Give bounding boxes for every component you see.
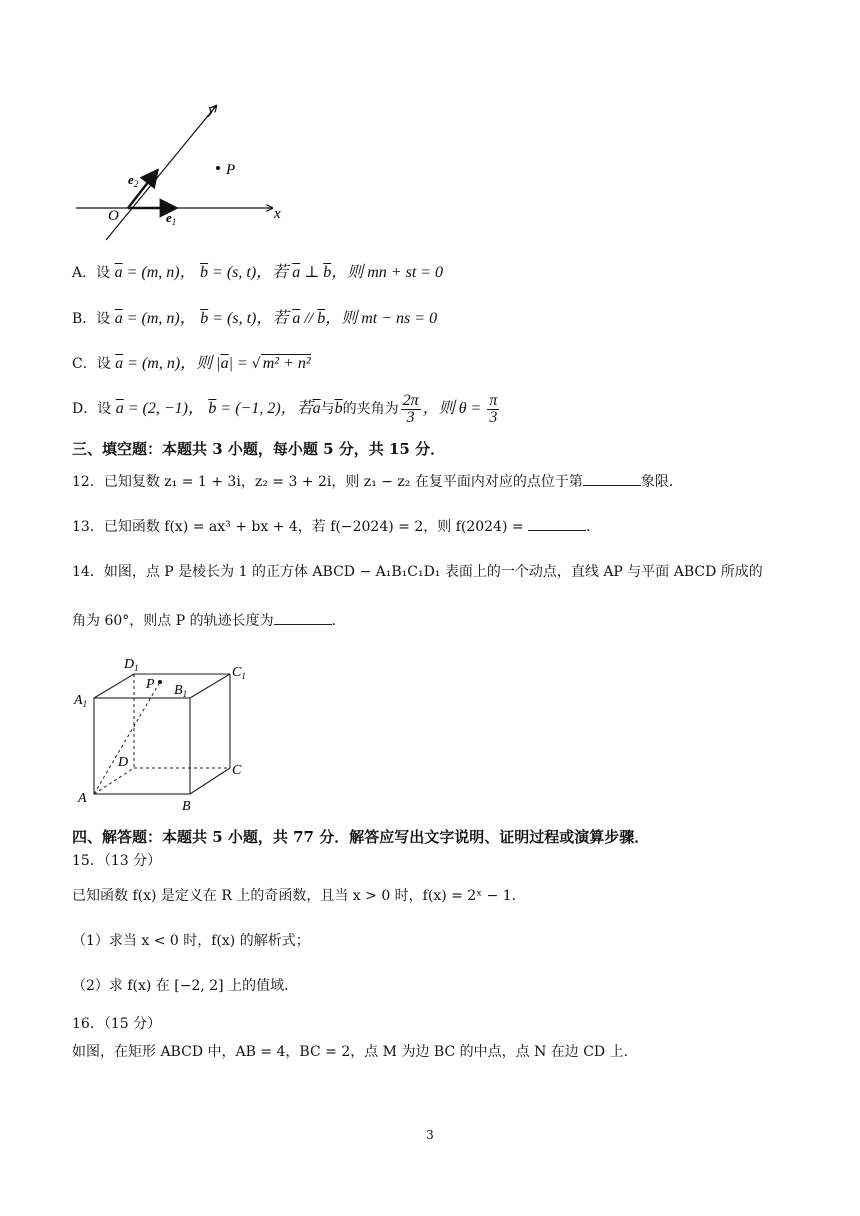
- x-label: x: [274, 206, 281, 222]
- point-p-label: P: [226, 162, 236, 178]
- segment-ap: [94, 682, 160, 794]
- option-d: D．设 $\overline{a} = (2$, −1)， $\overline{b} = (-1$, 2)，若$\overline{a}$与$\overline{b}$的夹角为 $\frac{2\pi}{3}$ ，则 θ = $\frac{\pi}{3}$: [72, 391, 498, 426]
- point-p: [216, 166, 220, 170]
- cube-label-c: C: [232, 763, 242, 778]
- question-15-number: 15．（13 分）: [72, 853, 162, 869]
- vector-axes-figure: [70, 98, 300, 246]
- option-c: C．设 $\overline{a} = (m$, n)，则 $|\overline{a}|$ = √ m² + n²: [72, 355, 311, 372]
- cube-label-p: P: [146, 677, 155, 692]
- section-4-heading: 四、解答题：本题共 5 小题，共 77 分．解答应写出文字说明、证明过程或演算步骤．: [72, 828, 650, 846]
- cube-label-d1: $D_1$: [124, 657, 139, 673]
- vector-b: $\overline{b}$: [200, 264, 209, 281]
- fraction-2pi-3: $\frac{2\pi}{3}$: [402, 391, 419, 426]
- question-16-stem: 如图，在矩形 ABCD 中，AB = 4，BC = 2，点 M 为边 BC 的中点，点 N 在边 CD 上．: [72, 1044, 638, 1060]
- cube-label-d: D: [118, 755, 129, 770]
- y-label: y: [208, 102, 215, 118]
- y-axis: [106, 106, 216, 240]
- answer-blank-12: [583, 471, 641, 486]
- question-12: 12．已知复数 z₁ = 1 + 3i，z₂ = 3 + 2i，则 z₁ − z₂ 在复平面内对应的点位于第 象限．: [72, 471, 683, 492]
- cube-figure: [70, 654, 260, 812]
- cube-label-b: B: [182, 799, 191, 812]
- cube-label-c1: $C_1$: [232, 665, 246, 681]
- option-a: A．设 $\overline{a} = (m$, n)， $\overline{b} = (s$, t)，若 $\overline{a}$ ⊥ $\overline{b}$，则 mn + st = 0: [72, 264, 444, 281]
- vector-a: $\overline{a}$: [114, 264, 123, 281]
- origin-label: O: [108, 208, 119, 224]
- e1-label: $e_1$: [166, 210, 177, 227]
- cube-front-face: [94, 698, 190, 794]
- question-14-line-2: 角为 60°，则点 P 的轨迹长度为 ．: [72, 610, 346, 631]
- question-16-number: 16．（15 分）: [72, 1016, 162, 1032]
- answer-blank-13: [528, 516, 586, 531]
- cube-label-a: A: [78, 791, 87, 806]
- question-14-line-1: 14．如图，点 P 是棱长为 1 的正方体 ABCD − A₁B₁C₁D₁ 表面上的一个动点，直线 AP 与平面 ABCD 所成的: [72, 564, 763, 580]
- question-15-part-1: （1）求当 x < 0 时，f(x) 的解析式；: [72, 933, 310, 949]
- e2-label: $e_2$: [128, 172, 139, 189]
- sqrt-expression: m² + n²: [262, 355, 311, 372]
- question-13: 13．已知函数 f(x) = ax³ + bx + 4，若 f(−2024) = 2，则 f(2024) = ．: [72, 516, 600, 537]
- cube-label-a1: $A_1$: [74, 693, 88, 709]
- cube-point-p: [158, 680, 162, 684]
- answer-blank-14: [274, 610, 332, 625]
- question-15-stem: 已知函数 f(x) 是定义在 R 上的奇函数，且当 x > 0 时，f(x) = 2ˣ − 1．: [72, 888, 526, 904]
- page-number: 3: [426, 1128, 434, 1142]
- section-3-heading: 三、填空题：本题共 3 小题，每小题 5 分，共 15 分．: [72, 440, 446, 458]
- fraction-pi-3: $\frac{\pi}{3}$: [489, 391, 498, 426]
- option-b: B．设 $\overline{a} = (m$, n)， $\overline{b} = (s$, t)，若 $\overline{a} // \overline{b}$，则 mt − ns = 0: [72, 310, 438, 327]
- question-15-part-2: （2）求 f(x) 在 [−2, 2] 上的值域．: [72, 978, 299, 994]
- cube-label-b1: $B_1$: [174, 683, 188, 699]
